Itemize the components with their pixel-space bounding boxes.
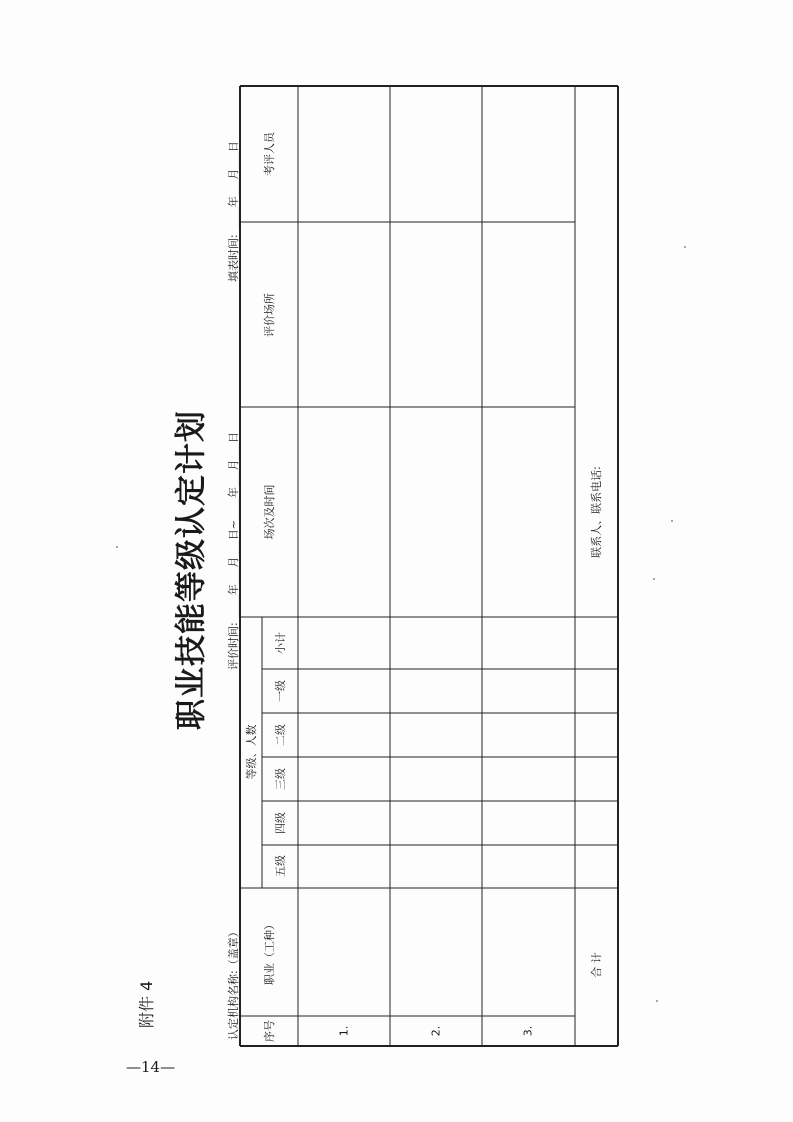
header-level-4: 四级 — [274, 812, 287, 834]
row-seq-3: 3. — [521, 1025, 535, 1037]
header-level-5: 五级 — [274, 855, 287, 877]
fill-time-value: ____年___月___日 — [227, 141, 240, 230]
header-assessors: 考评人员 — [263, 132, 276, 176]
header-seq: 序号 — [263, 1020, 276, 1042]
attachment-label: 附件 4 — [137, 980, 156, 1028]
row-seq-1: 1. — [337, 1025, 351, 1037]
scan-speck — [653, 578, 655, 580]
scan-speck — [656, 1000, 658, 1002]
header-venue: 评价场所 — [263, 293, 276, 337]
header-level-1: 一级 — [274, 680, 287, 702]
fill-time: 填表时间: ____年___月___日 — [227, 141, 240, 282]
scan-speck — [116, 546, 118, 548]
total-label: 合 计 — [590, 952, 603, 978]
eval-time-value: ____年___月___日~____年___月___日 — [227, 431, 240, 618]
scan-speck — [671, 520, 673, 522]
contact-label: 联系人、联系电话: — [590, 466, 603, 558]
document-title: 职业技能等级认定计划 — [173, 410, 210, 730]
header-level-3: 三级 — [274, 768, 287, 790]
header-subtotal: 小计 — [274, 632, 287, 654]
page-number: —14— — [126, 1058, 176, 1076]
org-name-label: 认定机构名称:（盖章） — [227, 926, 240, 1040]
header-occupation: 职业（工种） — [263, 919, 276, 985]
header-levels-group: 等级、人数 — [245, 724, 258, 780]
scan-speck — [684, 246, 686, 248]
row-seq-2: 2. — [429, 1025, 443, 1037]
header-session-time: 场次及时间 — [263, 484, 276, 540]
eval-time: 评价时间: ____年___月___日~____年___月___日 — [227, 431, 240, 670]
header-level-2: 二级 — [274, 724, 287, 746]
